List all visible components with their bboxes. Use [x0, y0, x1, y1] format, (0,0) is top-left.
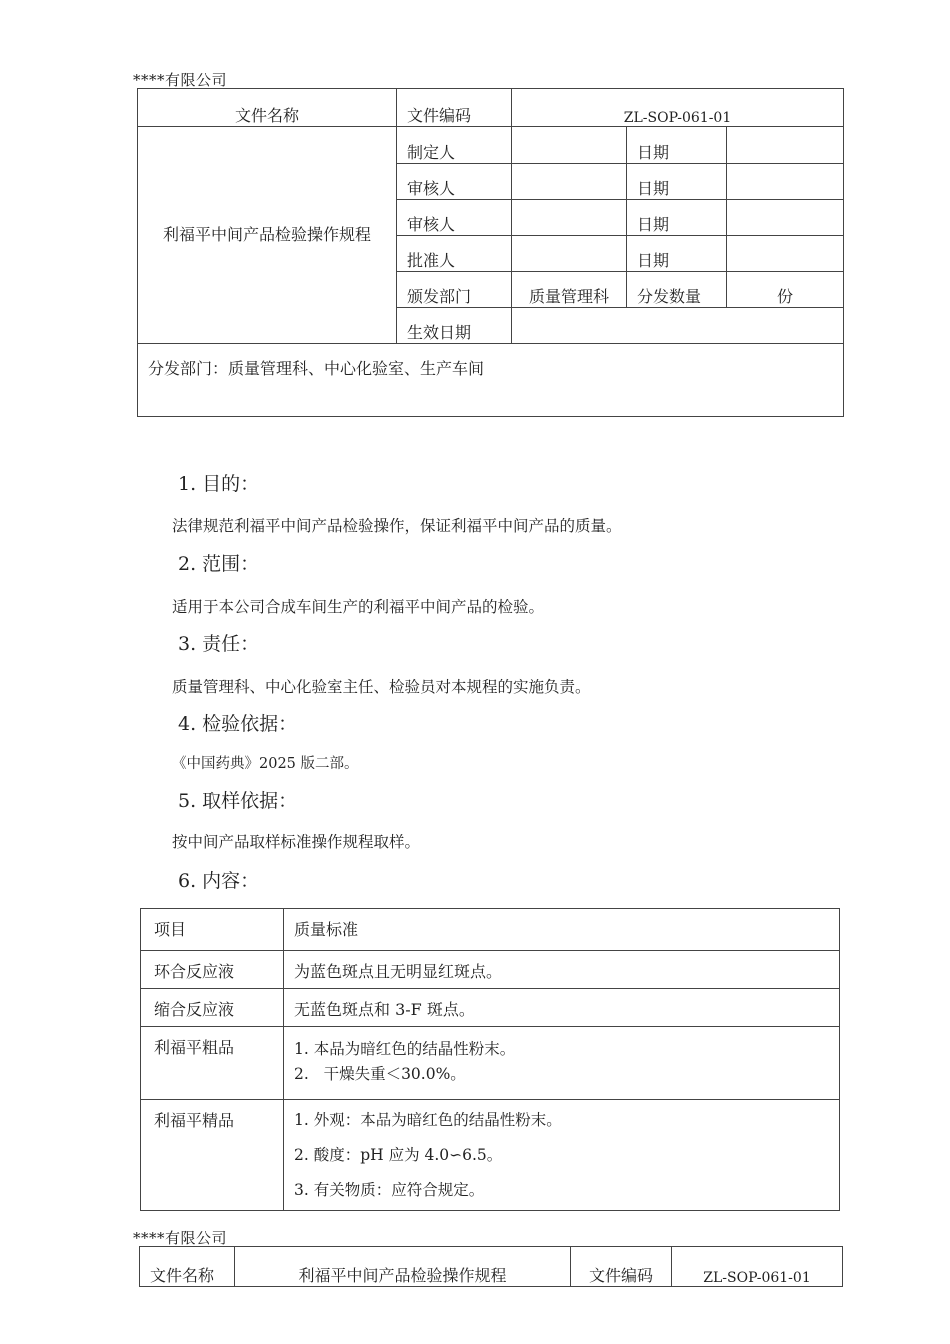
approver-label: 批准人	[397, 236, 512, 272]
standard-line: 1. 外观：本品为暗红色的结晶性粉末。	[294, 1111, 562, 1129]
table-row	[141, 989, 840, 1027]
distribution-departments: 分发部门：质量管理科、中心化验室、生产车间	[138, 344, 844, 417]
effective-date-label: 生效日期	[397, 308, 512, 344]
reviewer2-date-value	[727, 200, 844, 236]
issue-dept-label: 颁发部门	[397, 272, 512, 308]
row-standard: 为蓝色斑点且无明显红斑点。	[284, 951, 840, 989]
reviewer1-value	[512, 164, 627, 200]
approver-date-label: 日期	[627, 236, 727, 272]
table-row	[141, 1100, 840, 1211]
section-heading-content: 6. 内容：	[178, 870, 260, 892]
standard-line: 3. 有关物质：应符合规定。	[294, 1181, 485, 1199]
file-name-label: 文件名称	[138, 89, 397, 127]
row-standard-list	[284, 1100, 840, 1211]
maker-label: 制定人	[397, 127, 512, 164]
table-row	[141, 951, 840, 989]
company-name: ****有限公司	[133, 71, 228, 89]
file-code-value: ZL-SOP-061-01	[512, 89, 844, 127]
footer-title: 利福平中间产品检验操作规程	[235, 1247, 571, 1287]
reviewer2-date-label: 日期	[627, 200, 727, 236]
section-text-responsibility: 质量管理科、中心化验室主任、检验员对本规程的实施负责。	[172, 678, 591, 696]
standard-line: 2. 干燥失重＜30.0%。	[294, 1065, 466, 1083]
section-heading-purpose: 1. 目的：	[178, 473, 260, 495]
section-heading-scope: 2. 范围：	[178, 553, 260, 575]
reviewer2-value	[512, 200, 627, 236]
row-standard: 无蓝色斑点和 3-F 斑点。	[284, 989, 840, 1027]
row-item: 环合反应液	[141, 951, 284, 989]
footer-file-name-label: 文件名称	[140, 1247, 235, 1287]
approver-value	[512, 236, 627, 272]
copies-label: 分发数量	[627, 272, 727, 308]
maker-date-label: 日期	[627, 127, 727, 164]
section-text-purpose: 法律规范利福平中间产品检验操作，保证利福平中间产品的质量。	[172, 517, 622, 535]
document-header-table	[137, 88, 844, 417]
issue-dept-value: 质量管理科	[512, 272, 627, 308]
effective-date-value	[512, 308, 844, 344]
document-title: 利福平中间产品检验操作规程	[138, 127, 397, 344]
maker-date-value	[727, 127, 844, 164]
footer-file-code-value: ZL-SOP-061-01	[672, 1247, 843, 1287]
reviewer1-date-label: 日期	[627, 164, 727, 200]
standard-line: 2. 酸度：pH 应为 4.0∽6.5。	[294, 1146, 503, 1164]
column-header-standard: 质量标准	[284, 909, 840, 951]
table-header-row	[141, 909, 840, 951]
section-text-scope: 适用于本公司合成车间生产的利福平中间产品的检验。	[172, 598, 545, 616]
file-code-label: 文件编码	[397, 89, 512, 127]
column-header-item: 项目	[141, 909, 284, 951]
section-heading-basis: 4. 检验依据：	[178, 713, 298, 735]
reviewer1-label: 审核人	[397, 164, 512, 200]
row-item: 利福平粗品	[141, 1027, 284, 1100]
reviewer2-label: 审核人	[397, 200, 512, 236]
maker-value	[512, 127, 627, 164]
footer-company-name: ****有限公司	[133, 1229, 228, 1247]
section-text-basis: 《中国药典》2025 版二部。	[172, 756, 359, 772]
quality-standards-table	[140, 908, 840, 1211]
copies-unit: 份	[727, 272, 844, 308]
row-standard-list	[284, 1027, 840, 1100]
section-heading-sampling: 5. 取样依据：	[178, 790, 298, 812]
row-item: 缩合反应液	[141, 989, 284, 1027]
section-heading-responsibility: 3. 责任：	[178, 633, 260, 655]
section-text-sampling: 按中间产品取样标准操作规程取样。	[172, 833, 421, 851]
approver-date-value	[727, 236, 844, 272]
reviewer1-date-value	[727, 164, 844, 200]
footer-header-table	[139, 1246, 843, 1287]
standard-line: 1. 本品为暗红色的结晶性粉末。	[294, 1040, 516, 1058]
footer-file-code-label: 文件编码	[571, 1247, 672, 1287]
row-item: 利福平精品	[141, 1100, 284, 1211]
table-row	[141, 1027, 840, 1100]
